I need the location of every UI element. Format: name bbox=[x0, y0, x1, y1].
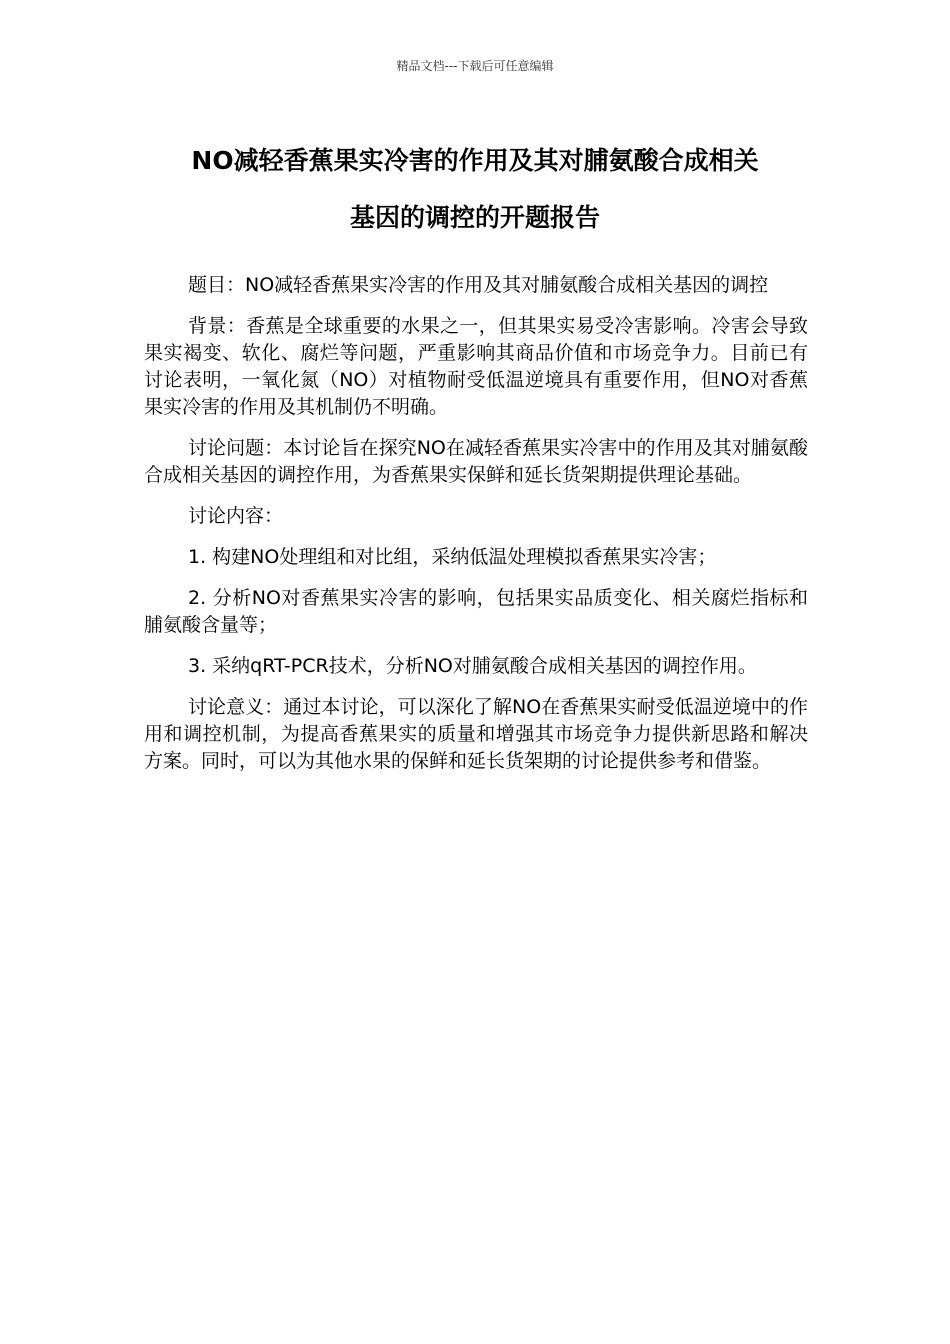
content-item-1: 1. 构建NO处理组和对比组，采纳低温处理模拟香蕉果实冷害； bbox=[188, 546, 717, 568]
significance-paragraph: 讨论意义：通过本讨论，可以深化了解NO在香蕉果实耐受低温逆境中的作用和调控机制，为提高香蕉果实的质量和增强其市场竞争力提供新思路和解决方案。同时，可以为其他水果的保鲜和延长货架期的讨论提供参考和借鉴。 bbox=[144, 696, 808, 772]
document-body bbox=[144, 272, 808, 789]
content-item-2: 2. 分析NO对香蕉果实冷害的影响，包括果实品质变化、相关腐烂指标和脯氨酸含量等； bbox=[144, 587, 808, 636]
background-paragraph: 背景：香蕉是全球重要的水果之一，但其果实易受冷害影响。冷害会导致果实褐变、软化、腐烂等问题，严重影响其商品价值和市场竞争力。目前已有讨论表明，一氧化氮（NO）对植物耐受低温逆境具有重要作用，但NO对香蕉果实冷害的作用及其机制仍不明确。 bbox=[144, 315, 808, 418]
title-line-1: NO减轻香蕉果实冷害的作用及其对脯氨酸合成相关 bbox=[191, 146, 759, 175]
topic-paragraph: 题目：NO减轻香蕉果实冷害的作用及其对脯氨酸合成相关基因的调控 bbox=[188, 274, 769, 296]
document-title bbox=[140, 132, 810, 246]
content-item-3: 3. 采纳qRT-PCR技术，分析NO对脯氨酸合成相关基因的调控作用。 bbox=[188, 655, 757, 677]
research-content-heading: 讨论内容： bbox=[188, 505, 284, 527]
research-question-paragraph: 讨论问题：本讨论旨在探究NO在减轻香蕉果实冷害中的作用及其对脯氨酸合成相关基因的调控作用，为香蕉果实保鲜和延长货架期提供理论基础。 bbox=[144, 437, 808, 486]
title-line-2: 基因的调控的开题报告 bbox=[349, 203, 600, 232]
header-note: 精品文档---下载后可任意编辑 bbox=[396, 59, 554, 73]
